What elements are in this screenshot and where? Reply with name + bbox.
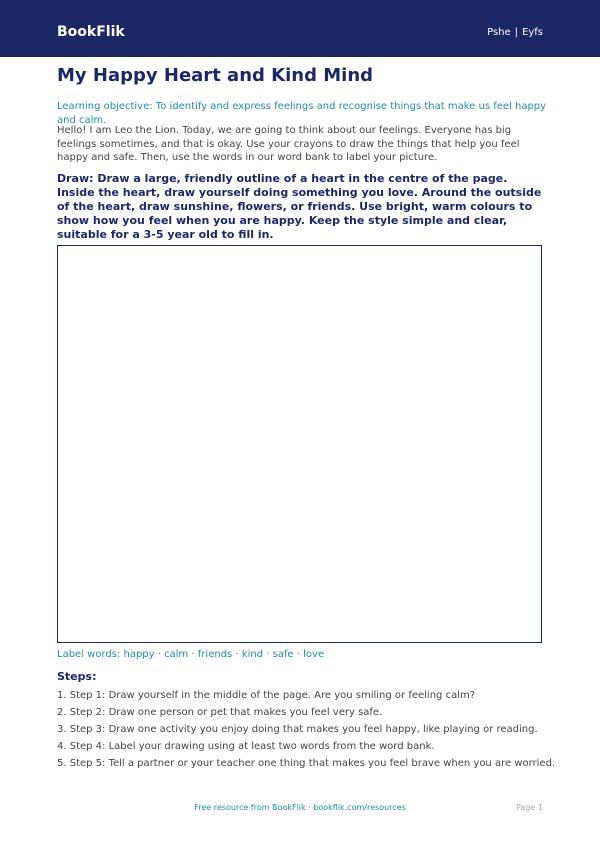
tag-level: Eyfs — [522, 27, 543, 38]
header-bar — [0, 0, 600, 57]
page-number: Page 1 — [516, 803, 543, 812]
step-item: 3. Step 3: Draw one activity you enjoy doing that makes you feel happy, like playing or reading. — [57, 724, 538, 735]
drawing-area[interactable] — [57, 245, 542, 643]
label-word-bank: Label words: happy · calm · friends · kind · safe · love — [57, 649, 325, 660]
tag-subject: Pshe — [487, 27, 511, 38]
step-item: 4. Step 4: Label your drawing using at least two words from the word bank. — [57, 741, 435, 752]
steps-list — [57, 687, 557, 772]
subject-tags — [487, 26, 543, 40]
step-item: 5. Step 5: Tell a partner or your teacher one thing that makes you feel brave when you are worried. — [57, 758, 556, 769]
draw-instruction: Draw: Draw a large, friendly outline of a heart in the centre of the page. Inside the heart, draw yourself doing something you love. Around the outside of the heart, draw sunshine, flowers, or friends. Use bright, warm colours to show how you feel when you are happy. Keep the style simple and clear, suitable for a 3-5 year old to fill in. — [57, 172, 542, 241]
brand-logo[interactable]: BookFlik — [57, 24, 125, 40]
step-item: 1. Step 1: Draw yourself in the middle of the page. Are you smiling or feeling calm? — [57, 690, 476, 701]
page-title: My Happy Heart and Kind Mind — [57, 65, 374, 86]
intro-paragraph: Hello! I am Leo the Lion. Today, we are going to think about our feelings. Everyone has big feelings sometimes, and that is okay. Use your crayons to draw the things that help you feel happy and safe. Then, use the words in our word bank to label your picture. — [57, 125, 520, 163]
step-item: 2. Step 2: Draw one person or pet that makes you feel very safe. — [57, 707, 383, 718]
steps-heading: Steps: — [57, 670, 97, 683]
footer-link[interactable]: Free resource from BookFlik · bookflik.com/resources — [194, 803, 406, 812]
tag-separator: | — [514, 27, 519, 38]
learning-objective: Learning objective: To identify and express feelings and recognise things that make us feel happy and calm. — [57, 101, 547, 126]
